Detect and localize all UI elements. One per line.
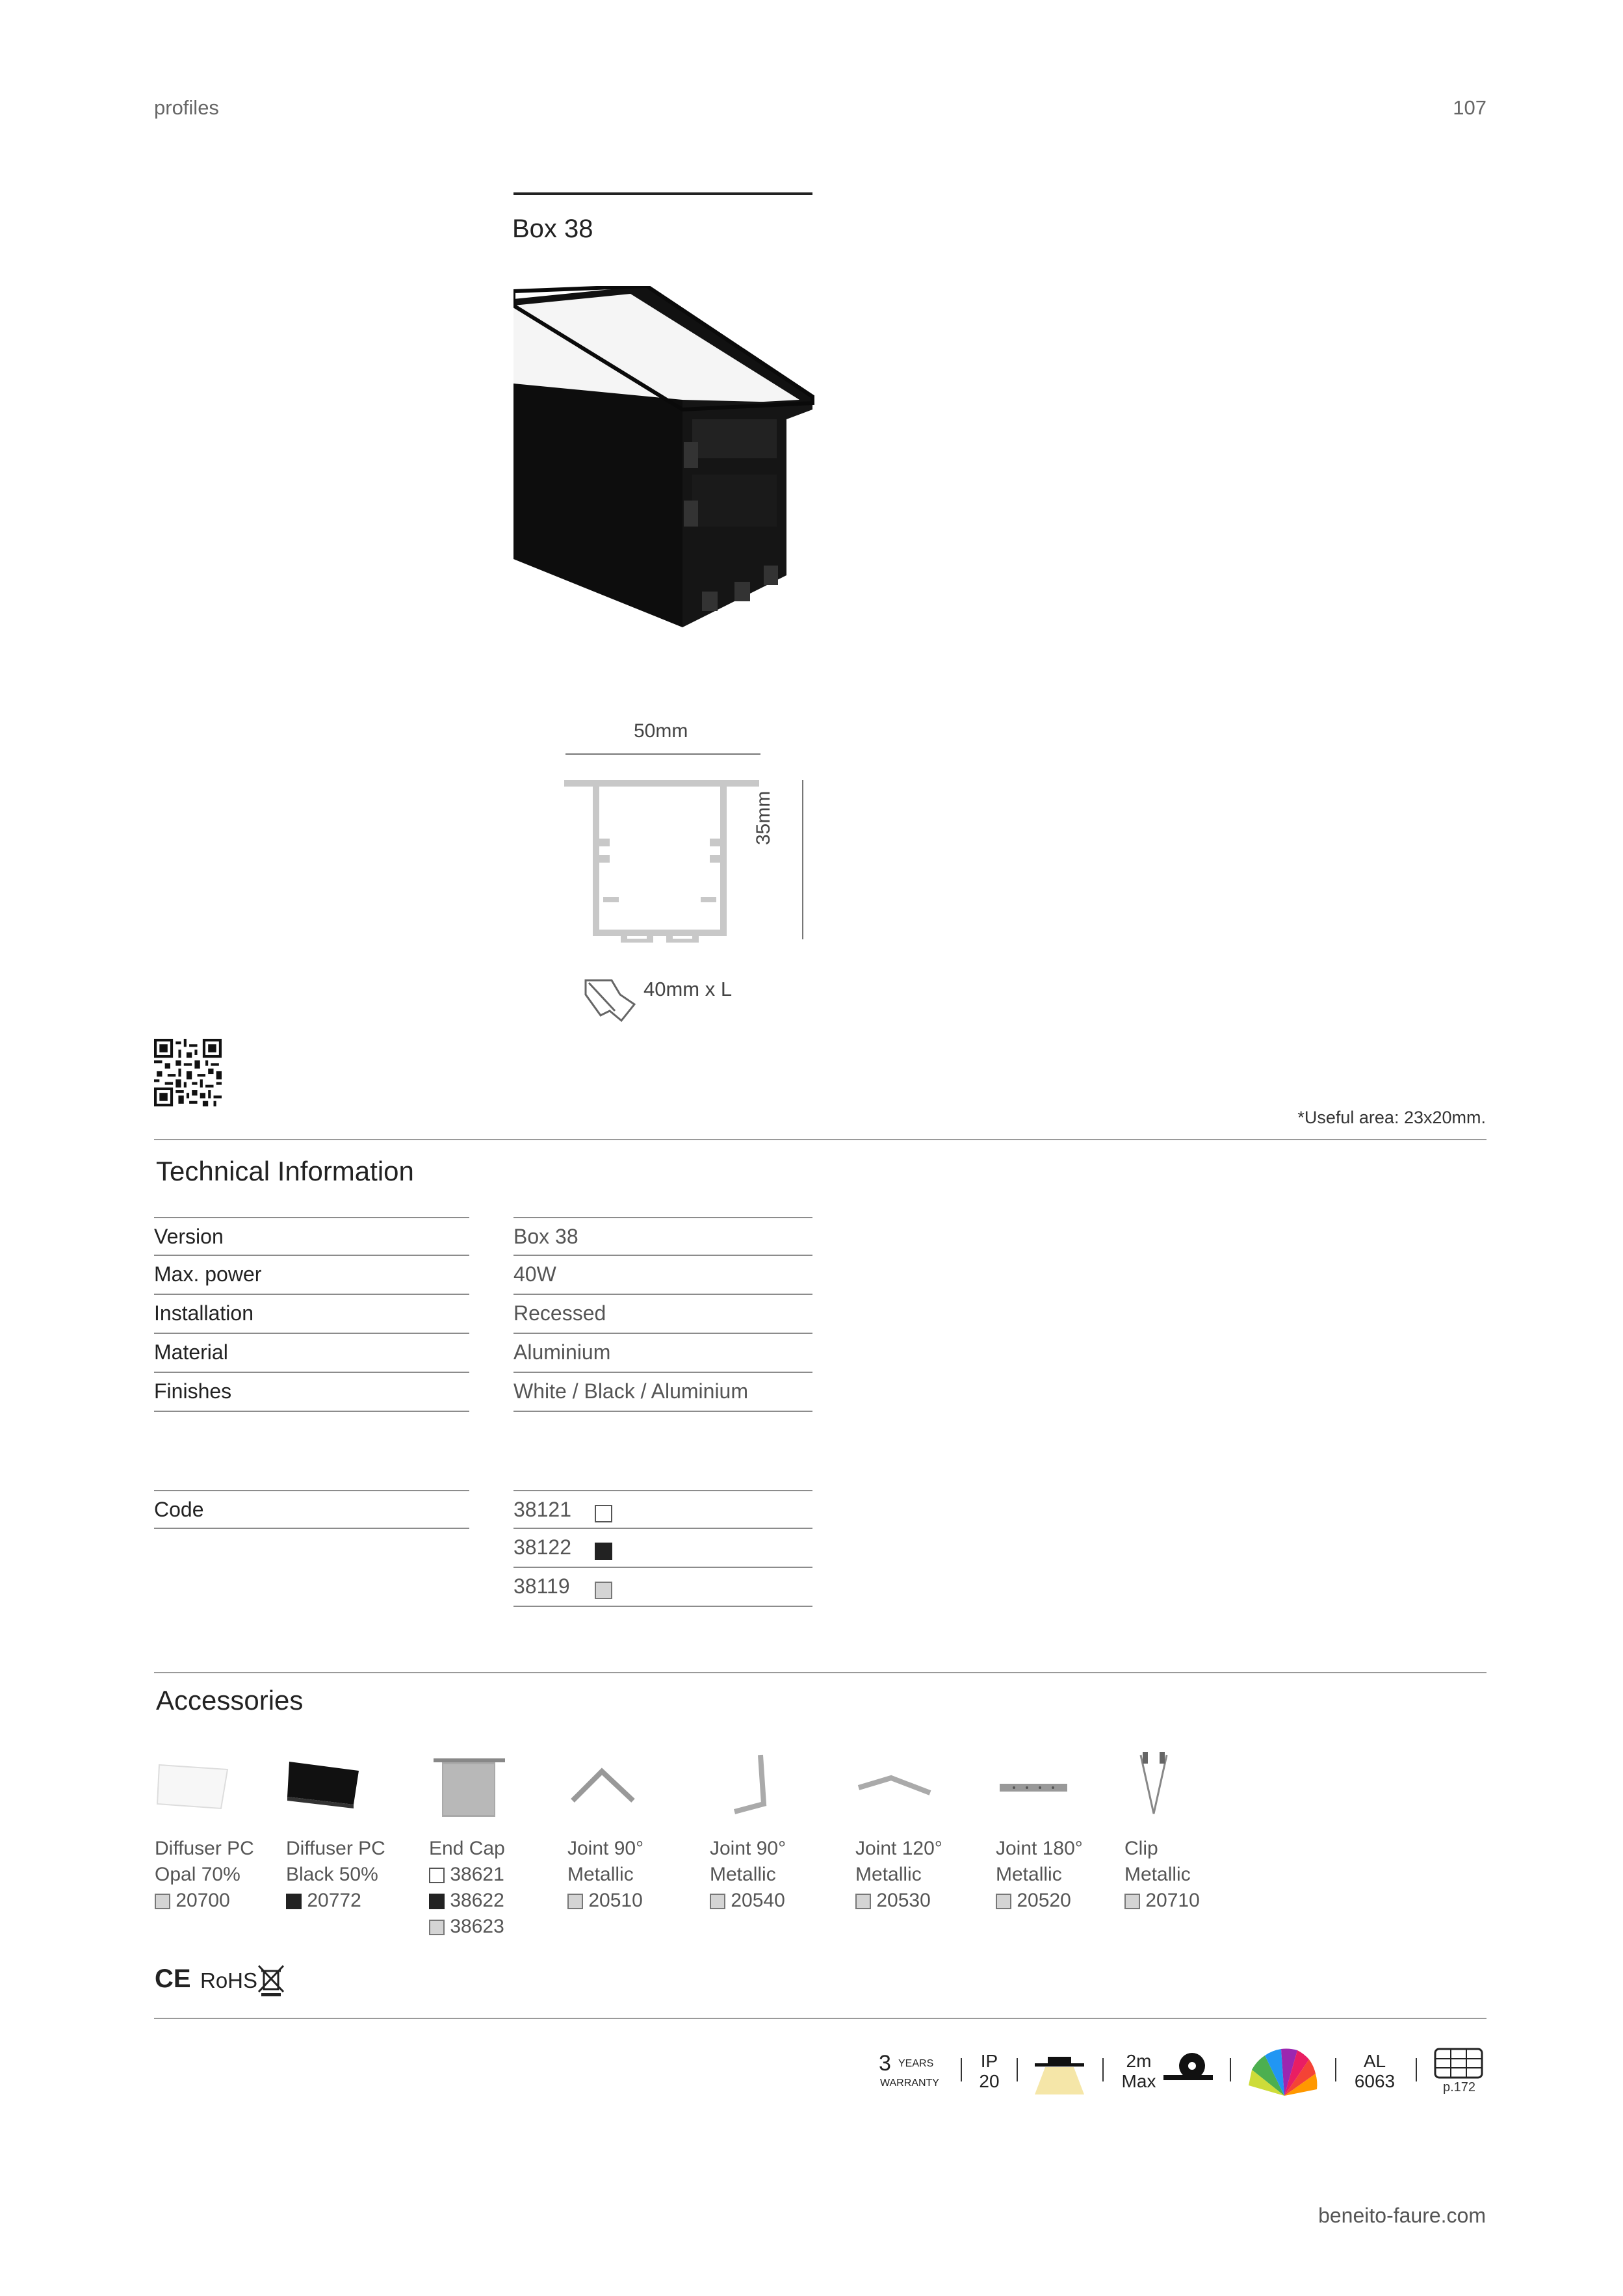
section-divider [154, 1139, 1487, 1140]
spec-row [513, 1256, 812, 1295]
code-row [513, 1529, 812, 1568]
spec-value: Box 38 [513, 1225, 578, 1248]
accessory-name: Diffuser PC [286, 1838, 385, 1859]
section-divider [154, 2018, 1487, 2019]
spec-row [513, 1295, 812, 1334]
width-dimension-label: 50mm [634, 720, 688, 742]
spec-value: Recessed [513, 1301, 606, 1325]
accessory-name: Joint 90° [567, 1838, 644, 1859]
spec-label: Finishes [154, 1379, 232, 1403]
accessories-title: Accessories [156, 1685, 304, 1715]
aluminium-finish-swatch [155, 1894, 170, 1909]
code-label: Code [154, 1498, 204, 1521]
code-row [513, 1491, 812, 1529]
product-title: Box 38 [512, 215, 593, 243]
joint-90-flat-icon [569, 1762, 641, 1814]
spec-row [513, 1373, 812, 1412]
grid-reference-icon [1434, 2048, 1483, 2079]
product-code: 38122 [513, 1535, 571, 1559]
spec-separator [1017, 2058, 1018, 2081]
accessory-name: Diffuser PC [155, 1838, 254, 1859]
accessory-code: 20700 [175, 1890, 230, 1911]
diffuser-black-icon [286, 1755, 361, 1814]
accessory-name: End Cap [429, 1838, 505, 1859]
spec-labels-column [154, 1217, 469, 1412]
code-label-row [154, 1491, 469, 1529]
ce-mark-icon: CE [155, 1964, 191, 1993]
spec-value: 40W [513, 1262, 556, 1286]
weee-bin-icon [256, 1963, 286, 1997]
max-length-label: Max [1121, 2071, 1156, 2091]
accessory-name: Clip [1124, 1838, 1158, 1859]
spec-row [154, 1334, 469, 1373]
black-finish-swatch [286, 1894, 302, 1909]
technical-info-title: Technical Information [156, 1156, 414, 1186]
spec-values-column [513, 1217, 812, 1412]
cross-section-drawing [559, 748, 812, 943]
accessory-code: 20772 [307, 1890, 361, 1911]
alloy-grade: 6063 [1354, 2071, 1396, 2091]
accessory-item [710, 1836, 786, 1914]
height-dimension-label: 35mm [753, 790, 774, 845]
aluminium-finish-swatch [595, 1582, 612, 1599]
accessory-item [996, 1836, 1083, 1914]
black-finish-swatch [595, 1543, 612, 1560]
accessory-code: 20540 [731, 1890, 785, 1911]
spec-label: Material [154, 1340, 228, 1364]
end-cap-icon [430, 1755, 508, 1820]
warranty-years-label: YEARS [898, 2058, 934, 2069]
spec-separator [1335, 2058, 1336, 2081]
ip-label: IP [980, 2051, 998, 2071]
accessory-subtitle: Metallic [710, 1864, 776, 1885]
accessory-item [286, 1836, 385, 1914]
accessory-subtitle: Metallic [996, 1864, 1062, 1885]
cut-to-size-saw-icon [1163, 2049, 1213, 2091]
accessory-code: 38622 [450, 1890, 504, 1911]
accessory-subtitle: Metallic [567, 1864, 634, 1885]
joint-120-icon [855, 1768, 933, 1807]
accessory-code: 38621 [450, 1864, 504, 1885]
spec-value: White / Black / Aluminium [513, 1379, 748, 1403]
spec-row [154, 1373, 469, 1412]
page-number: 107 [1453, 96, 1487, 119]
aluminium-finish-swatch [996, 1894, 1011, 1909]
accessory-item [567, 1836, 643, 1914]
warranty-label: WARRANTY [880, 2078, 939, 2089]
accessory-code: 20510 [588, 1890, 643, 1911]
spec-separator [961, 2058, 962, 2081]
accessory-subtitle: Black 50% [286, 1864, 378, 1885]
colour-fan-icon [1245, 2044, 1318, 2100]
accessory-item [429, 1836, 505, 1940]
accessory-subtitle: Opal 70% [155, 1864, 240, 1885]
spec-separator [1102, 2058, 1104, 2081]
code-values-column [513, 1490, 812, 1607]
alloy-label: AL [1363, 2051, 1386, 2071]
accessory-name: Joint 120° [855, 1838, 942, 1859]
aluminium-finish-swatch [855, 1894, 871, 1909]
section-divider [154, 1672, 1487, 1673]
spec-row [513, 1334, 812, 1373]
accessory-code: 20710 [1145, 1890, 1200, 1911]
cut-saw-icon [582, 975, 638, 1027]
white-finish-swatch [429, 1868, 445, 1883]
aluminium-finish-swatch [567, 1894, 583, 1909]
title-rule [513, 192, 812, 195]
white-finish-swatch [595, 1505, 612, 1522]
diffuser-opal-icon [156, 1755, 231, 1814]
spec-separator [1230, 2058, 1231, 2081]
recessed-installation-icon [1035, 2053, 1084, 2094]
aluminium-finish-swatch [1124, 1894, 1140, 1909]
spec-row [513, 1218, 812, 1256]
accessory-name: Joint 180° [996, 1838, 1083, 1859]
product-code: 38119 [513, 1574, 570, 1598]
spec-row [154, 1256, 469, 1295]
clip-icon [1131, 1749, 1176, 1820]
website-link[interactable]: beneito-faure.com [1318, 2204, 1486, 2227]
spec-label: Installation [154, 1301, 253, 1325]
accessory-code: 38623 [450, 1916, 504, 1937]
section-label: profiles [154, 96, 219, 119]
black-finish-swatch [429, 1894, 445, 1909]
accessory-code: 20530 [876, 1890, 931, 1911]
aluminium-finish-swatch [429, 1920, 445, 1935]
aluminium-finish-swatch [710, 1894, 725, 1909]
page-reference: p.172 [1442, 2080, 1476, 2094]
spec-row [154, 1218, 469, 1256]
product-render-image [513, 286, 819, 637]
product-code: 38121 [513, 1498, 571, 1521]
accessory-name: Joint 90° [710, 1838, 786, 1859]
spec-label: Version [154, 1225, 224, 1248]
code-row [513, 1568, 812, 1607]
spec-row [154, 1295, 469, 1334]
spec-value: Aluminium [513, 1340, 611, 1364]
accessory-subtitle: Metallic [1124, 1864, 1191, 1885]
accessory-item [155, 1836, 254, 1914]
code-label-column [154, 1490, 469, 1529]
qr-code-image [154, 1039, 222, 1106]
rohs-label: RoHS [200, 1968, 258, 1992]
accessory-subtitle: Metallic [855, 1864, 922, 1885]
joint-180-icon [998, 1775, 1069, 1801]
warranty-number: 3 [879, 2051, 891, 2076]
spec-label: Max. power [154, 1262, 262, 1286]
accessory-item [1124, 1836, 1200, 1914]
useful-area-note: *Useful area: 23x20mm. [1297, 1108, 1486, 1127]
accessory-item [855, 1836, 942, 1914]
cut-length-label: 40mm x L [643, 978, 733, 1000]
accessory-code: 20520 [1017, 1890, 1071, 1911]
max-length-value: 2m [1126, 2051, 1152, 2071]
spec-separator [1416, 2058, 1417, 2081]
ip-rating: 20 [979, 2071, 1000, 2091]
joint-90-vertical-icon [728, 1752, 780, 1817]
